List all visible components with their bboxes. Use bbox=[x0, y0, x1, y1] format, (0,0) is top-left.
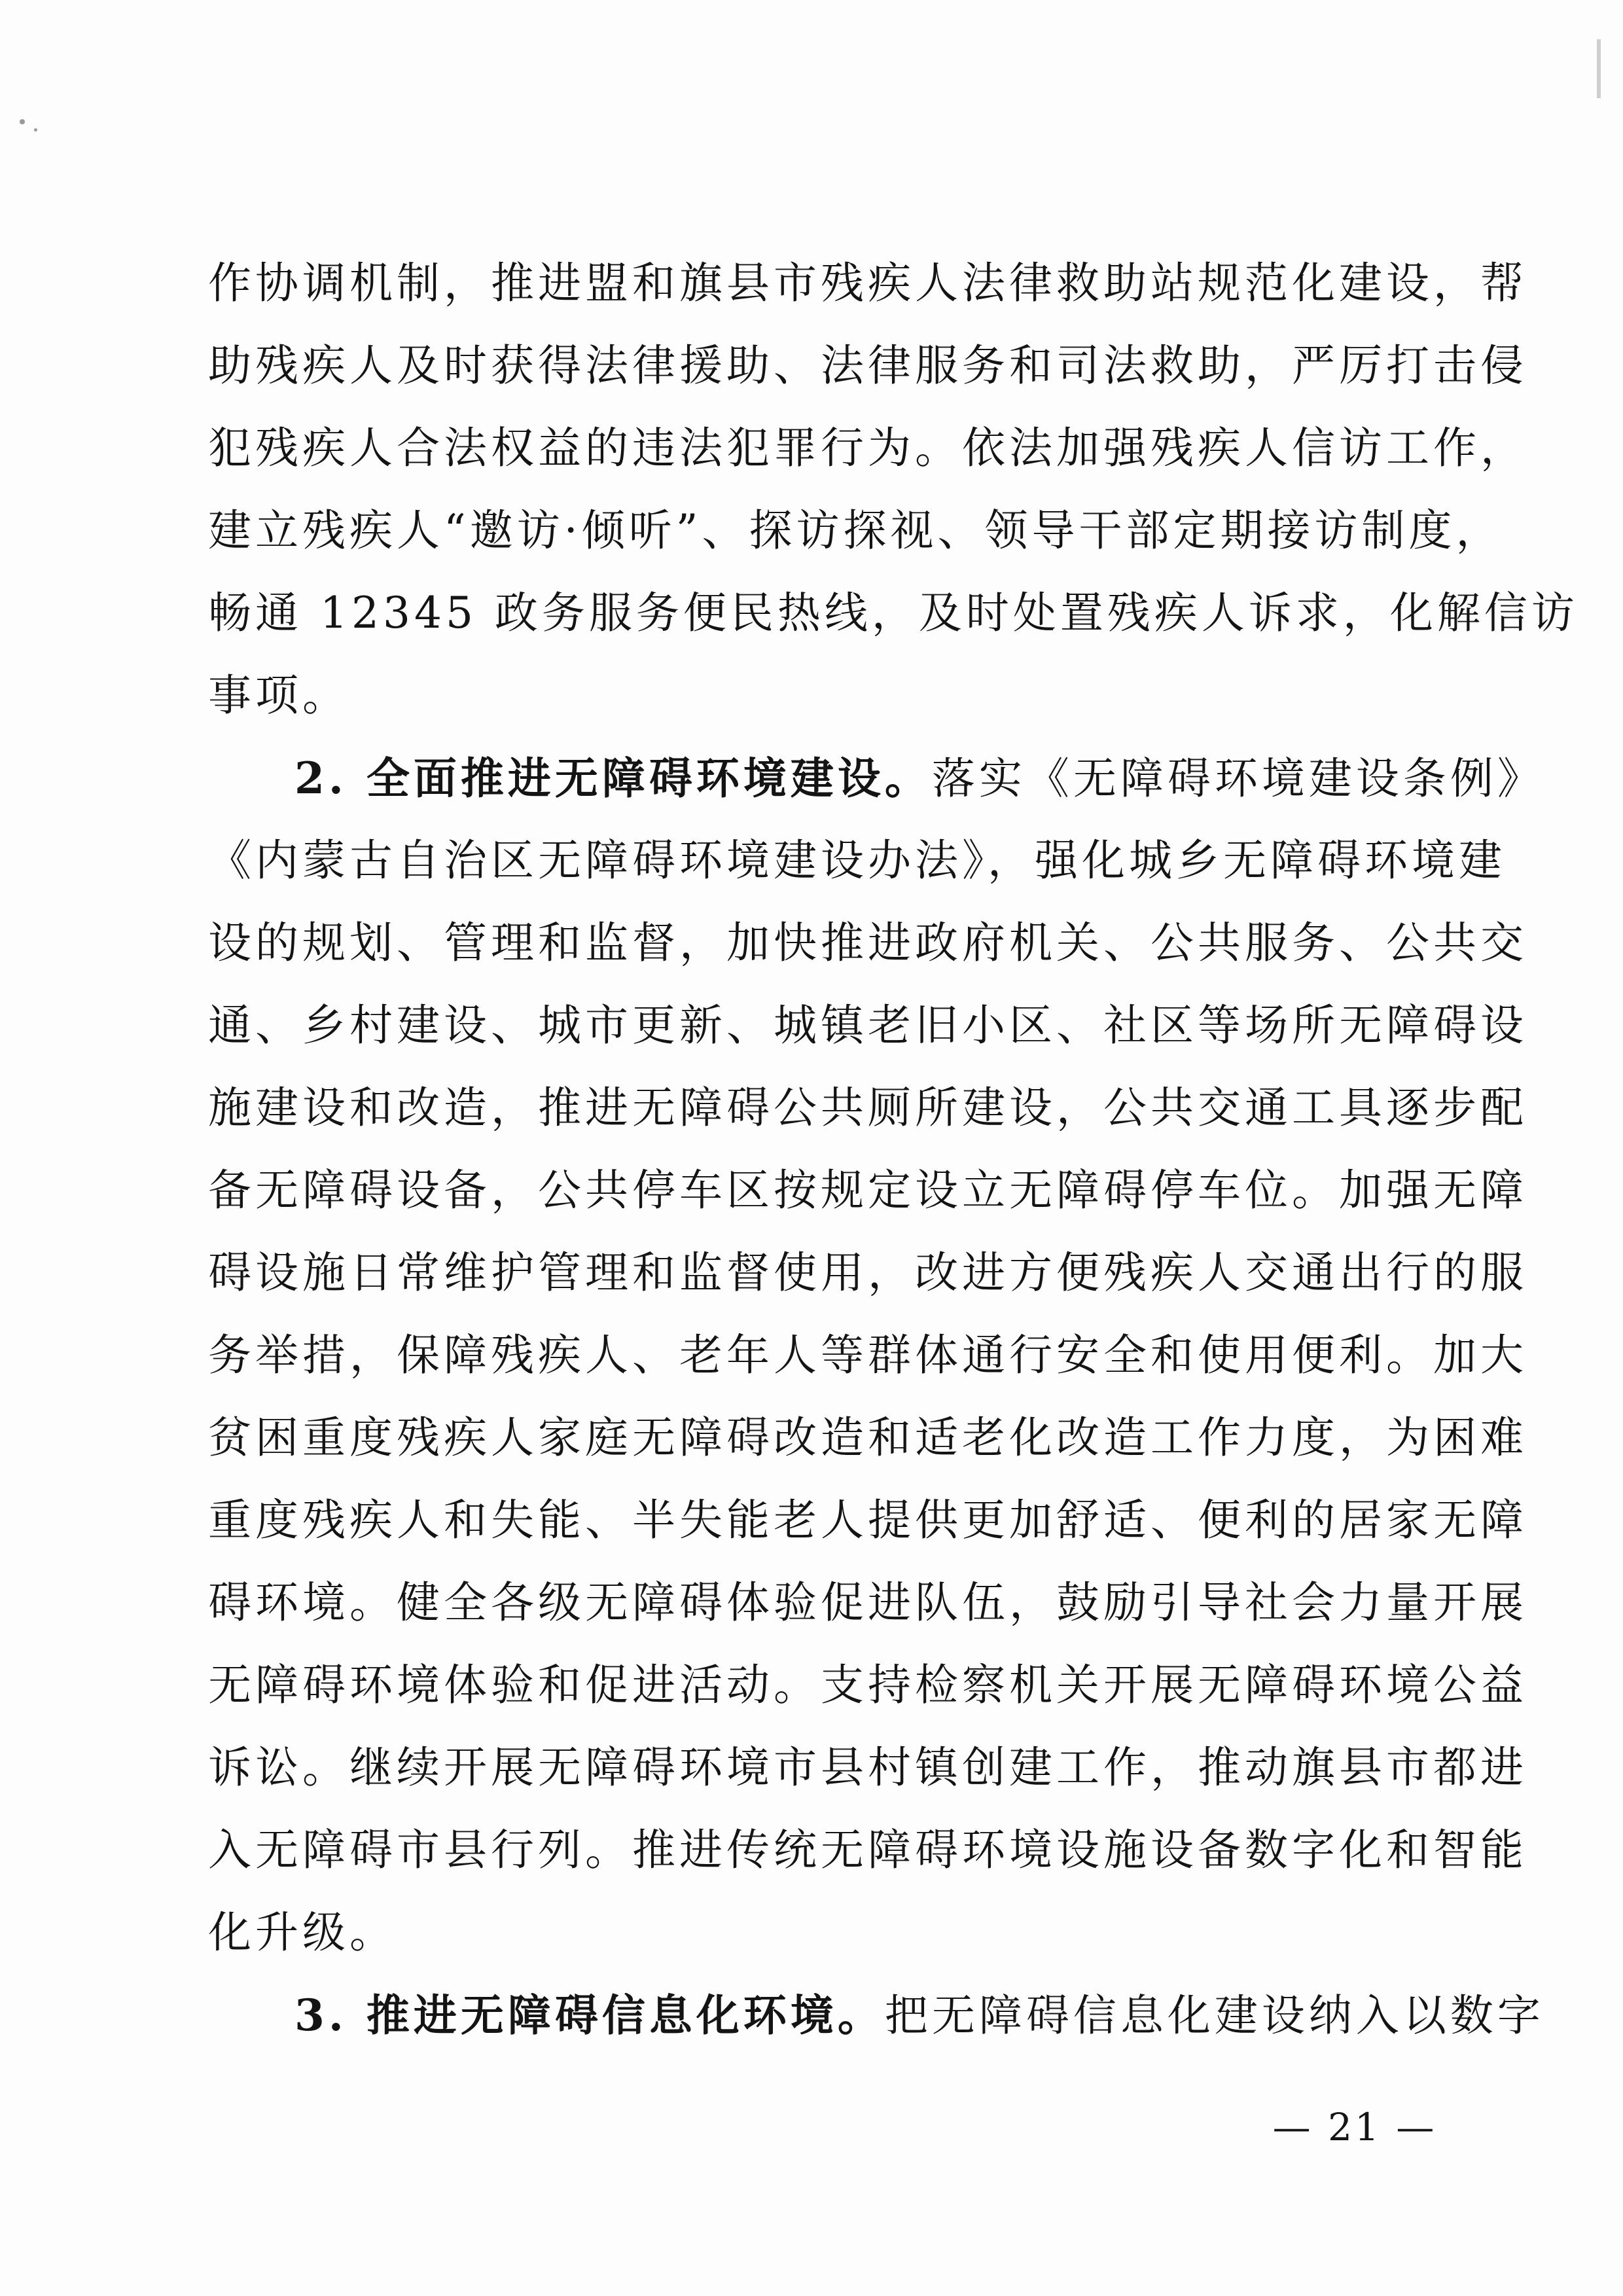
paragraph-line: 建立残疾人“邀访·倾听”、探访探视、领导干部定期接访制度， bbox=[208, 505, 1503, 556]
paragraph-line: 化升级。 bbox=[208, 1907, 397, 1958]
paragraph-line: 务举措，保障残疾人、老年人等群体通行安全和使用便利。加大 bbox=[208, 1330, 1527, 1380]
body-text bbox=[208, 242, 1578, 2056]
paragraph-line: 入无障碍市县行列。推进传统无障碍环境设施设备数字化和智能 bbox=[208, 1825, 1527, 1875]
paragraph-line: 畅通 12345 政务服务便民热线，及时处置残疾人诉求，化解信访 bbox=[208, 588, 1578, 638]
paragraph-line: 助残疾人及时获得法律援助、法律服务和司法救助，严厉打击侵 bbox=[208, 340, 1527, 391]
section-2-heading: 2. 全面推进无障碍环境建设。 bbox=[294, 753, 932, 804]
paragraph-line: 重度残疾人和失能、半失能老人提供更加舒适、便利的居家无障 bbox=[208, 1495, 1527, 1545]
paragraph-line: 通、乡村建设、城市更新、城镇老旧小区、社区等场所无障碍设 bbox=[208, 1000, 1527, 1050]
scan-speck bbox=[20, 119, 25, 124]
paragraph-line: 施建设和改造，推进无障碍公共厕所建设，公共交通工具逐步配 bbox=[208, 1083, 1527, 1133]
section-2-first-line-text: 落实《无障碍环境建设条例》 bbox=[931, 753, 1544, 804]
section-3-first-line bbox=[208, 1974, 1544, 2056]
paragraph-line: 《内蒙古自治区无障碍环境建设办法》，强化城乡无障碍环境建 bbox=[208, 835, 1506, 886]
section-3-first-line-text: 把无障碍信息化建设纳入以数字 bbox=[884, 1990, 1544, 2041]
page-number: — 21 — bbox=[1272, 2105, 1437, 2149]
paragraph-line: 事项。 bbox=[208, 670, 349, 721]
section-2-first-line bbox=[208, 737, 1544, 819]
section-3-heading: 3. 推进无障碍信息化环境。 bbox=[294, 1990, 885, 2041]
paragraph-line: 备无障碍设备，公共停车区按规定设立无障碍停车位。加强无障 bbox=[208, 1165, 1527, 1215]
paragraph-line: 犯残疾人合法权益的违法犯罪行为。依法加强残疾人信访工作， bbox=[208, 423, 1527, 473]
paragraph-line: 无障碍环境体验和促进活动。支持检察机关开展无障碍环境公益 bbox=[208, 1660, 1527, 1710]
paragraph-line: 贫困重度残疾人家庭无障碍改造和适老化改造工作力度，为困难 bbox=[208, 1412, 1527, 1463]
paragraph-line: 碍环境。健全各级无障碍体验促进队伍，鼓励引导社会力量开展 bbox=[208, 1577, 1527, 1628]
scan-edge-mark bbox=[1597, 39, 1601, 98]
scan-speck bbox=[34, 128, 37, 132]
paragraph-line: 作协调机制，推进盟和旗县市残疾人法律救助站规范化建设，帮 bbox=[208, 258, 1527, 308]
paragraph-line: 碍设施日常维护管理和监督使用，改进方便残疾人交通出行的服 bbox=[208, 1247, 1527, 1298]
paragraph-line: 设的规划、管理和监督，加快推进政府机关、公共服务、公共交 bbox=[208, 918, 1527, 968]
paragraph-line: 诉讼。继续开展无障碍环境市县村镇创建工作，推动旗县市都进 bbox=[208, 1742, 1527, 1793]
